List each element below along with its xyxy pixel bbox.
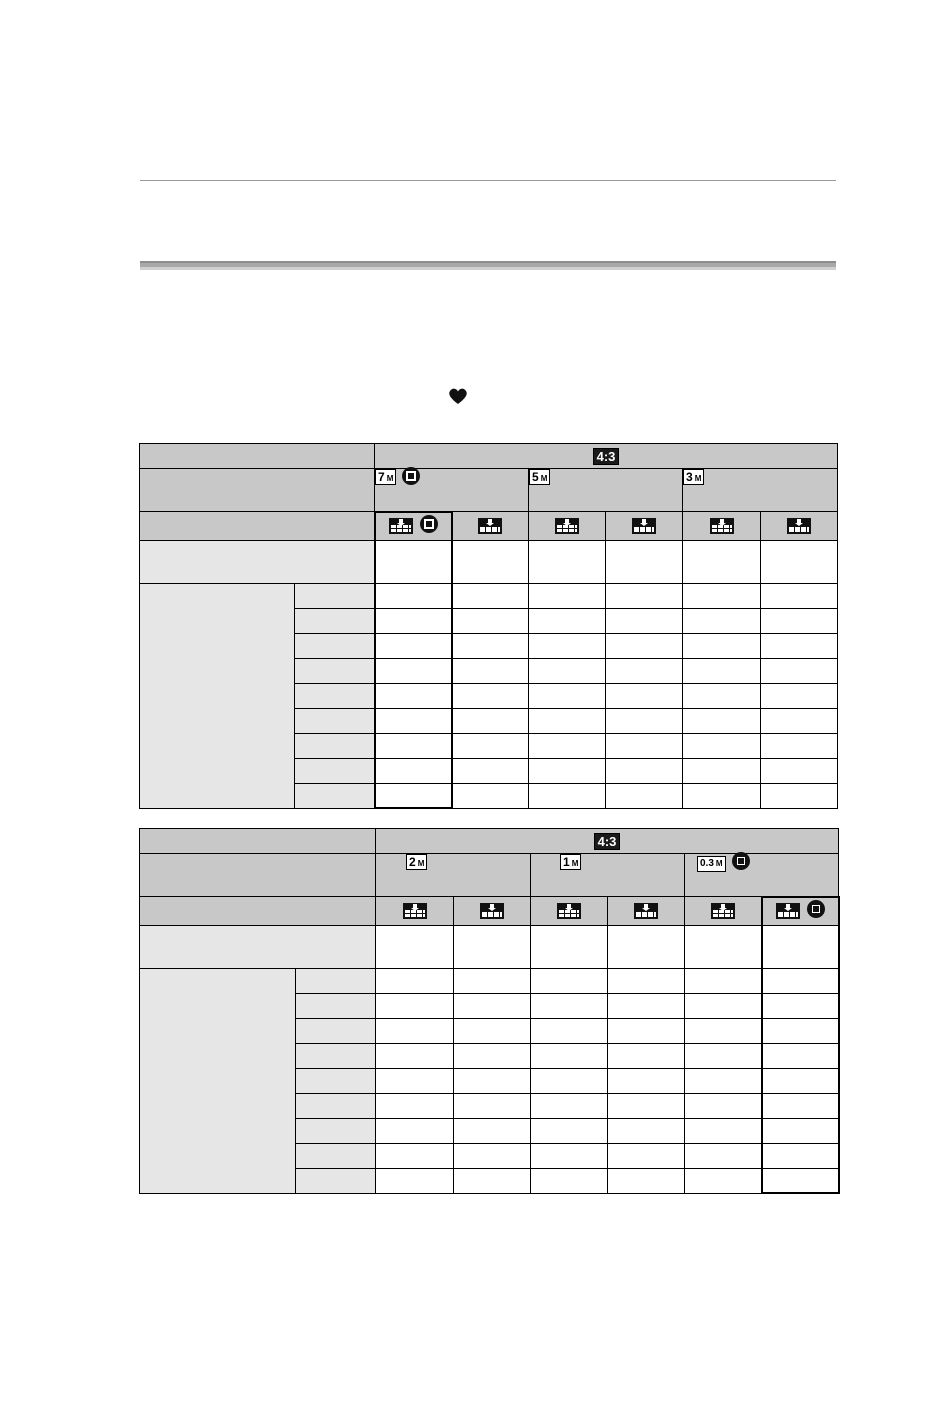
value-cell — [376, 1093, 454, 1118]
value-cell — [454, 1118, 531, 1143]
value-cell — [529, 758, 606, 783]
value-cell — [454, 1043, 531, 1068]
card-size-label — [296, 1168, 376, 1193]
quality-cell-0.3m-fine — [685, 897, 762, 926]
value-cell — [683, 583, 761, 608]
value-cell — [531, 1143, 608, 1168]
row-label-card — [140, 968, 296, 1193]
value-cell — [452, 758, 529, 783]
value-cell — [685, 1118, 762, 1143]
value-cell — [454, 1068, 531, 1093]
size-header-3m — [683, 469, 838, 512]
value-cell — [454, 1168, 531, 1193]
header-label-aspect — [140, 829, 376, 854]
card-size-label — [296, 1043, 376, 1068]
circle-badge-icon — [420, 515, 438, 533]
value-cell — [761, 633, 838, 658]
value-cell — [375, 540, 452, 583]
value-cell — [761, 683, 838, 708]
aspect-ratio-cell — [376, 829, 839, 854]
value-cell — [606, 583, 683, 608]
value-cell — [375, 783, 452, 808]
value-cell — [761, 658, 838, 683]
aspect-ratio-icon: 4:3 — [594, 833, 621, 850]
row-label-built-in-memory — [140, 540, 375, 583]
value-cell — [454, 993, 531, 1018]
value-cell — [608, 1068, 685, 1093]
value-cell — [683, 540, 761, 583]
header-label-quality — [140, 512, 375, 541]
card-size-label — [296, 1093, 376, 1118]
value-cell — [685, 1018, 762, 1043]
value-cell — [606, 633, 683, 658]
value-cell — [529, 683, 606, 708]
section-header-bar — [140, 261, 836, 270]
value-cell — [608, 1018, 685, 1043]
header-label-size — [140, 854, 376, 897]
value-cell — [452, 783, 529, 808]
card-size-label — [295, 583, 375, 608]
value-cell — [452, 540, 529, 583]
row-label-card — [140, 583, 295, 808]
value-cell — [761, 583, 838, 608]
value-cell — [452, 708, 529, 733]
top-rule — [140, 180, 836, 181]
circle-badge-icon — [732, 852, 750, 870]
card-size-label — [295, 783, 375, 808]
value-cell — [531, 993, 608, 1018]
card-size-label — [295, 683, 375, 708]
value-cell — [529, 583, 606, 608]
quality-fine-icon — [555, 518, 579, 534]
size-header-2m — [376, 854, 531, 897]
size-header-5m — [529, 469, 683, 512]
aspect-ratio-icon: 4:3 — [593, 448, 620, 465]
value-cell — [762, 1093, 839, 1118]
value-cell — [529, 708, 606, 733]
value-cell — [606, 683, 683, 708]
header-label-quality — [140, 897, 376, 926]
value-cell — [531, 1168, 608, 1193]
value-cell — [608, 1043, 685, 1068]
quality-cell-7m-standard — [452, 512, 529, 541]
value-cell — [376, 1168, 454, 1193]
value-cell — [454, 1018, 531, 1043]
value-cell — [685, 1043, 762, 1068]
quality-cell-0.3m-standard — [762, 897, 839, 926]
value-cell — [761, 540, 838, 583]
value-cell — [762, 993, 839, 1018]
value-cell — [608, 968, 685, 993]
value-cell — [531, 925, 608, 968]
value-cell — [608, 1168, 685, 1193]
value-cell — [531, 1118, 608, 1143]
value-cell — [683, 758, 761, 783]
header-label-aspect — [140, 444, 375, 469]
value-cell — [685, 993, 762, 1018]
circle-badge-icon — [807, 900, 825, 918]
quality-cell-1m-fine — [531, 897, 608, 926]
value-cell — [762, 1018, 839, 1043]
capacity-table-2 — [139, 828, 840, 1194]
value-cell — [762, 1168, 839, 1193]
value-cell — [762, 1068, 839, 1093]
card-size-label — [296, 993, 376, 1018]
value-cell — [683, 733, 761, 758]
quality-fine-icon — [711, 903, 735, 919]
value-cell — [606, 540, 683, 583]
header-label-size — [140, 469, 375, 512]
quality-fine-icon — [557, 903, 581, 919]
value-cell — [608, 993, 685, 1018]
card-size-label — [295, 658, 375, 683]
size-header-0.3m — [685, 854, 839, 897]
value-cell — [376, 968, 454, 993]
value-cell — [761, 608, 838, 633]
quality-standard-icon — [632, 518, 656, 534]
quality-cell-2m-fine — [376, 897, 454, 926]
value-cell — [685, 1093, 762, 1118]
picture-size-icon-7m: 7 M — [375, 469, 396, 485]
card-size-label — [295, 633, 375, 658]
heart-icon — [448, 386, 468, 406]
card-size-label — [296, 968, 376, 993]
picture-size-icon-0.3m: 0.3 M — [697, 856, 726, 872]
circle-badge-icon — [402, 467, 420, 485]
value-cell — [376, 993, 454, 1018]
quality-cell-5m-standard — [606, 512, 683, 541]
card-size-label — [295, 733, 375, 758]
value-cell — [376, 1018, 454, 1043]
value-cell — [452, 658, 529, 683]
value-cell — [376, 925, 454, 968]
value-cell — [685, 1143, 762, 1168]
value-cell — [608, 925, 685, 968]
value-cell — [606, 783, 683, 808]
value-cell — [452, 683, 529, 708]
value-cell — [762, 925, 839, 968]
picture-size-icon-5m: 5 M — [529, 469, 550, 485]
value-cell — [531, 1068, 608, 1093]
value-cell — [452, 633, 529, 658]
value-cell — [762, 1043, 839, 1068]
value-cell — [376, 1143, 454, 1168]
value-cell — [376, 1043, 454, 1068]
value-cell — [452, 608, 529, 633]
value-cell — [529, 658, 606, 683]
value-cell — [529, 733, 606, 758]
value-cell — [375, 683, 452, 708]
value-cell — [531, 1018, 608, 1043]
value-cell — [375, 583, 452, 608]
value-cell — [761, 758, 838, 783]
quality-cell-3m-fine — [683, 512, 761, 541]
value-cell — [529, 783, 606, 808]
value-cell — [452, 583, 529, 608]
value-cell — [762, 1118, 839, 1143]
quality-cell-3m-standard — [761, 512, 838, 541]
value-cell — [529, 608, 606, 633]
value-cell — [375, 733, 452, 758]
value-cell — [454, 968, 531, 993]
value-cell — [606, 758, 683, 783]
value-cell — [606, 708, 683, 733]
quality-cell-1m-standard — [608, 897, 685, 926]
card-size-label — [295, 608, 375, 633]
value-cell — [606, 608, 683, 633]
value-cell — [375, 608, 452, 633]
value-cell — [454, 1093, 531, 1118]
value-cell — [375, 633, 452, 658]
value-cell — [606, 733, 683, 758]
quality-standard-icon — [478, 518, 502, 534]
picture-size-icon-2m: 2 M — [406, 854, 427, 870]
value-cell — [683, 658, 761, 683]
value-cell — [761, 783, 838, 808]
card-size-label — [296, 1118, 376, 1143]
value-cell — [529, 633, 606, 658]
value-cell — [761, 733, 838, 758]
value-cell — [608, 1093, 685, 1118]
card-size-label — [295, 708, 375, 733]
value-cell — [454, 925, 531, 968]
card-size-label — [295, 758, 375, 783]
value-cell — [685, 925, 762, 968]
value-cell — [685, 968, 762, 993]
value-cell — [531, 1093, 608, 1118]
value-cell — [762, 1143, 839, 1168]
value-cell — [531, 1043, 608, 1068]
quality-standard-icon — [776, 903, 800, 919]
value-cell — [376, 1118, 454, 1143]
quality-fine-icon — [710, 518, 734, 534]
row-label-built-in-memory — [140, 925, 376, 968]
picture-size-icon-3m: 3 M — [683, 469, 704, 485]
size-header-1m — [531, 854, 685, 897]
value-cell — [375, 708, 452, 733]
quality-cell-7m-fine — [375, 512, 452, 541]
value-cell — [683, 783, 761, 808]
card-size-label — [296, 1068, 376, 1093]
value-cell — [685, 1068, 762, 1093]
quality-standard-icon — [634, 903, 658, 919]
value-cell — [376, 1068, 454, 1093]
value-cell — [454, 1143, 531, 1168]
value-cell — [375, 758, 452, 783]
aspect-ratio-cell — [375, 444, 838, 469]
value-cell — [608, 1143, 685, 1168]
quality-cell-2m-standard — [454, 897, 531, 926]
value-cell — [683, 608, 761, 633]
capacity-table-1 — [139, 443, 838, 809]
value-cell — [531, 968, 608, 993]
value-cell — [529, 540, 606, 583]
value-cell — [683, 708, 761, 733]
quality-standard-icon — [787, 518, 811, 534]
quality-fine-icon — [403, 903, 427, 919]
quality-cell-5m-fine — [529, 512, 606, 541]
size-header-7m — [375, 469, 529, 512]
value-cell — [683, 633, 761, 658]
value-cell — [685, 1168, 762, 1193]
value-cell — [761, 708, 838, 733]
card-size-label — [296, 1143, 376, 1168]
picture-size-icon-1m: 1 M — [560, 854, 581, 870]
value-cell — [683, 683, 761, 708]
value-cell — [452, 733, 529, 758]
quality-standard-icon — [480, 903, 504, 919]
value-cell — [762, 968, 839, 993]
value-cell — [375, 658, 452, 683]
value-cell — [608, 1118, 685, 1143]
value-cell — [606, 658, 683, 683]
quality-fine-icon — [389, 518, 413, 534]
card-size-label — [296, 1018, 376, 1043]
